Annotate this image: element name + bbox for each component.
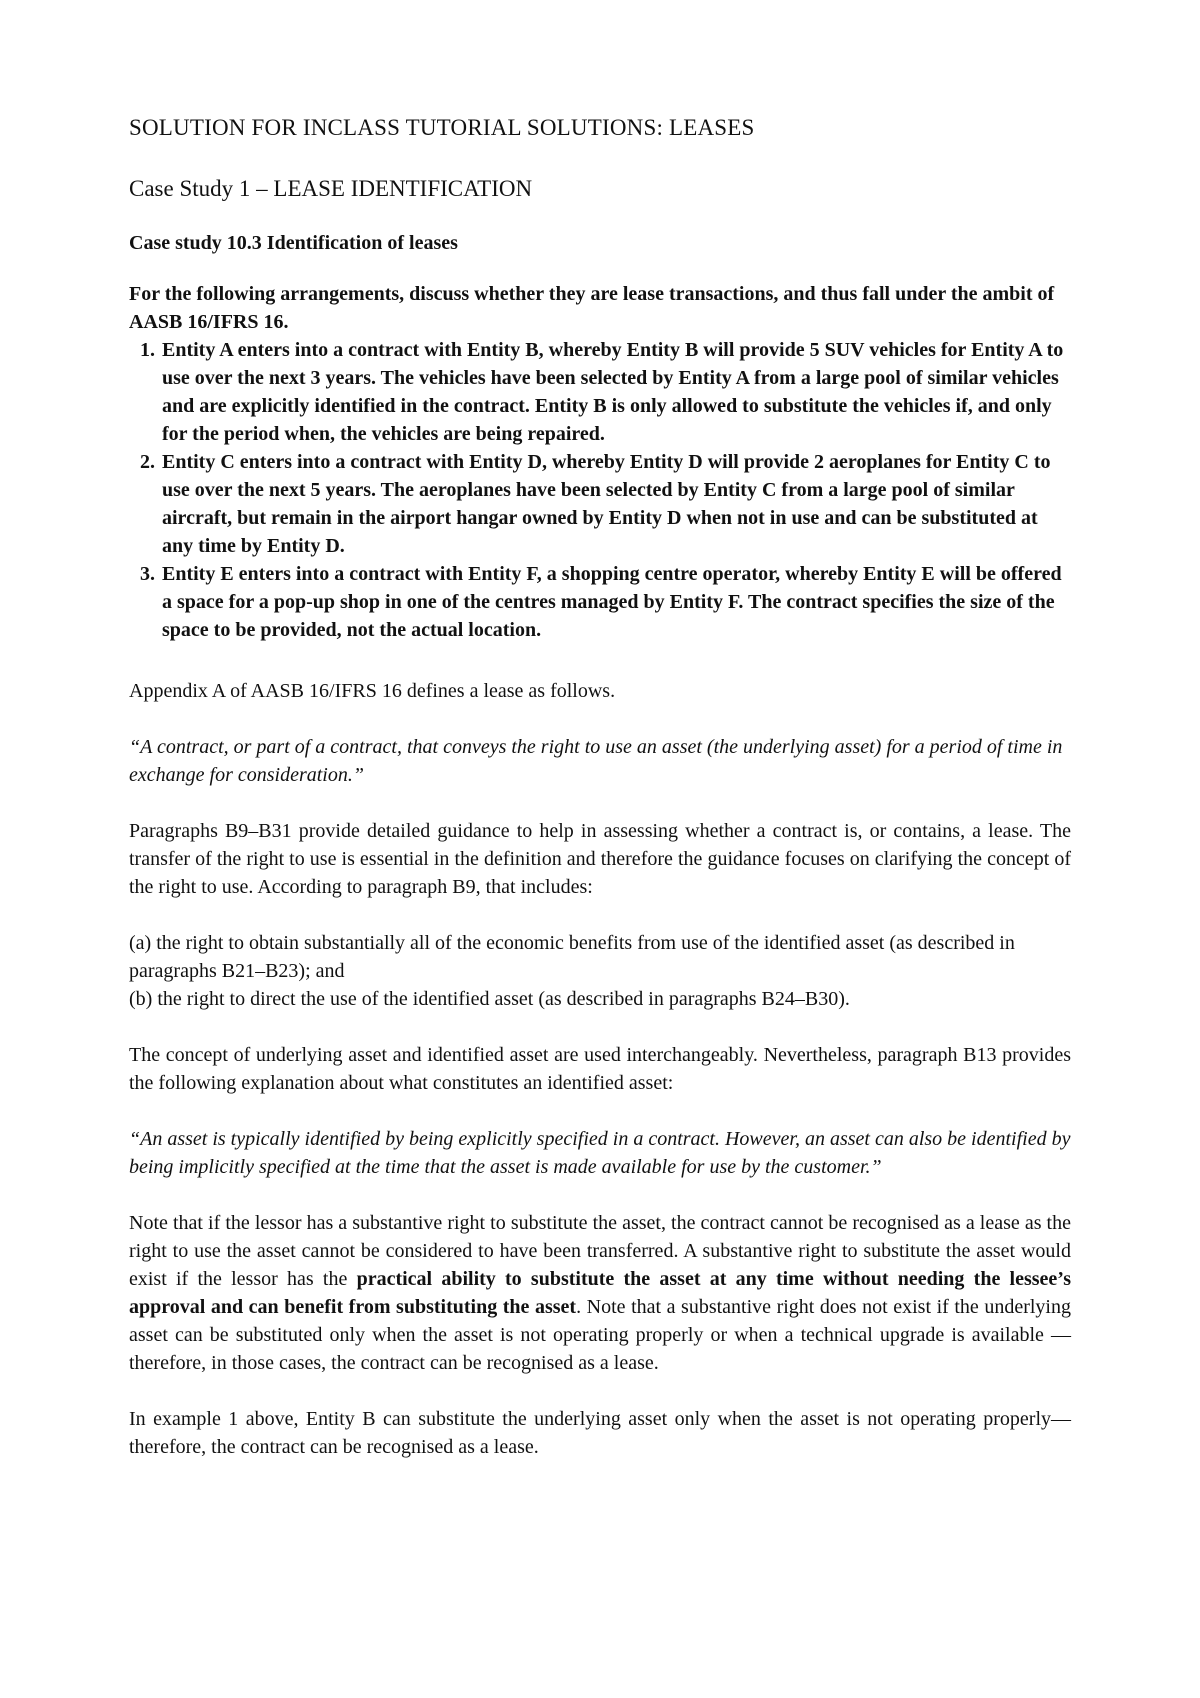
case-study-title: Case Study 1 – LEASE IDENTIFICATION [129,176,533,201]
right-a: (a) the right to obtain substantially all of the economic benefits from use of the identified asset (as described in paragraphs B21–B23); and [129,932,1015,982]
appendix-intro: Appendix A of AASB 16/IFRS 16 defines a lease as follows. [129,680,616,702]
lease-definition-quote: “A contract, or part of a contract, that conveys the right to use an asset (the underlying asset) for a period of time in exchange for consideration.” [129,736,1063,786]
identified-asset-quote: “An asset is typically identified by being explicitly specified in a contract. However, an asset can also be identified by being implicitly specified at the time that the asset is made available for use by the customer.” [129,1128,1071,1178]
arrangement-item-3: 3. Entity E enters into a contract with Entity F, a shopping centre operator, whereby Entity E will be offered a space for a pop-up shop in one of the centres managed by Entity F. The contract specifies the size of the space to be provided, not the actual location. [160,560,1071,644]
concept-paragraph: The concept of underlying asset and identified asset are used interchangeably. Nevertheless, paragraph B13 provides the following explanation about what constitutes an identified asset: [129,1044,1071,1094]
substitution-text-1: Note that if the lessor has a substantive right to substitute the asset, the contract cannot be recognised as a lease as the right to use the asset cannot be considered to have been transferred. A substantive right to substitute the asset would exist if the lessor has the [129,1212,1071,1290]
arrangements-list [129,336,1071,644]
substitution-emphasis: practical ability to substitute the asset at any time without needing the lessee’s approval and can benefit from substituting the asset [129,1268,1072,1318]
arrangement-item-1: 1. Entity A enters into a contract with Entity B, whereby Entity B will provide 5 SUV vehicles for Entity A to use over the next 3 years. The vehicles have been selected by Entity A from a large pool of similar vehicles and are explicitly identified in the contract. Entity B is only allowed to substitute the vehicles if, and only for the period when, the vehicles are being repaired. [160,336,1071,448]
case-study-heading: Case study 10.3 Identification of leases [129,232,458,254]
example-conclusion: In example 1 above, Entity B can substitute the underlying asset only when the asset is not operating properly— therefore, the contract can be recognised as a lease. [129,1408,1071,1458]
document-title: SOLUTION FOR INCLASS TUTORIAL SOLUTIONS: LEASES [129,115,755,140]
guidance-paragraph: Paragraphs B9–B31 provide detailed guidance to help in assessing whether a contract is, or contains, a lease. The transfer of the right to use is essential in the definition and therefore the guidance focuses on clarifying the concept of the right to use. According to paragraph B9, that includes: [129,820,1071,898]
rights-list [129,929,1071,1013]
substitution-paragraph [129,1209,1071,1377]
question-text: For the following arrangements, discuss whether they are lease transactions, and thus fall under the ambit of AASB 16/IFRS 16. [129,283,1055,333]
right-b: (b) the right to direct the use of the identified asset (as described in paragraphs B24–B30). [129,988,850,1010]
substitution-text-2: . Note that a substantive right does not exist if the underlying asset can be substituted only when the asset is not operating properly or when a technical upgrade is available — therefore, in those cases, the contract can be recognised as a lease. [129,1296,1071,1374]
arrangement-item-2: 2. Entity C enters into a contract with Entity D, whereby Entity D will provide 2 aeroplanes for Entity C to use over the next 5 years. The aeroplanes have been selected by Entity C from a large pool of similar aircraft, but remain in the airport hangar owned by Entity D when not in use and can be substituted at any time by Entity D. [160,448,1071,560]
